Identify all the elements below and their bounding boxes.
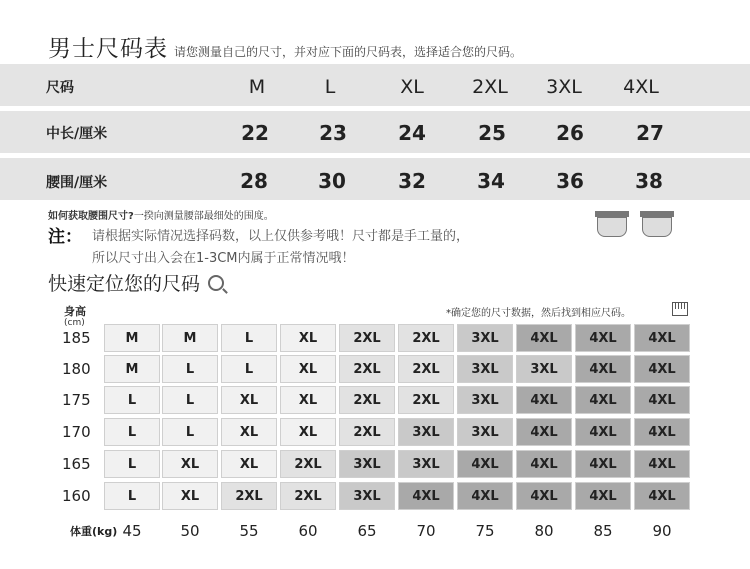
size-grid-cell: L (221, 324, 277, 352)
weight-axis-value: 50 (180, 522, 200, 540)
size-cell: M (248, 76, 266, 98)
size-grid-cell: 4XL (634, 450, 690, 478)
waist-row (0, 158, 750, 200)
length-cell: 24 (398, 121, 426, 145)
weight-axis-value: 80 (534, 522, 554, 540)
size-grid-cell: 2XL (339, 355, 395, 383)
length-cell: 27 (636, 121, 664, 145)
weight-axis-value: 70 (416, 522, 436, 540)
size-grid-cell: 3XL (457, 324, 513, 352)
size-grid-cell: L (104, 482, 160, 510)
size-grid-cell: M (162, 324, 218, 352)
weight-axis-value: 85 (593, 522, 613, 540)
size-grid-cell: L (162, 355, 218, 383)
size-grid-cell: 3XL (457, 386, 513, 414)
weight-axis-value: 60 (298, 522, 318, 540)
size-grid-cell: 2XL (398, 386, 454, 414)
size-grid-cell: 3XL (457, 418, 513, 446)
size-grid-cell: 4XL (634, 355, 690, 383)
quick-size-tip: *确定您的尺寸数据，然后找到相应尺码。 (446, 308, 631, 319)
size-grid-cell: 4XL (516, 482, 572, 510)
height-axis-unit: (cm) (64, 318, 85, 328)
size-grid-cell: 3XL (398, 418, 454, 446)
size-grid-cell: XL (280, 324, 336, 352)
size-grid-cell: 4XL (516, 386, 572, 414)
size-grid-cell: 2XL (339, 418, 395, 446)
weight-axis-value: 45 (122, 522, 142, 540)
size-cell: XL (400, 76, 424, 98)
page-title: 男士尺码表 (48, 36, 168, 62)
waist-howto (48, 207, 274, 222)
size-grid-cell: XL (221, 418, 277, 446)
size-row-label: 尺码 (46, 80, 74, 96)
size-cell: L (324, 76, 336, 98)
height-row-label: 170 (62, 423, 91, 441)
length-cell: 25 (478, 121, 506, 145)
height-axis-label: 身高 (64, 305, 86, 318)
length-cell: 22 (241, 121, 269, 145)
length-cell: 26 (556, 121, 584, 145)
page-header (48, 30, 522, 63)
quick-size-title (48, 269, 224, 296)
weight-axis-value: 65 (357, 522, 377, 540)
size-grid-cell: 2XL (280, 450, 336, 478)
size-cell: 2XL (472, 76, 508, 98)
size-grid-cell: 3XL (457, 355, 513, 383)
briefs-front-icon (595, 207, 629, 237)
weight-axis-label: 体重(kg) (70, 525, 118, 538)
size-grid-cell: XL (280, 355, 336, 383)
size-grid-cell: XL (162, 482, 218, 510)
quick-size-title-text: 快速定位您的尺码 (48, 273, 201, 295)
size-grid-cell: 4XL (575, 418, 631, 446)
height-row-label: 160 (62, 487, 91, 505)
size-grid-cell: 4XL (457, 482, 513, 510)
waist-row-label: 腰围/厘米 (46, 175, 108, 191)
size-grid-cell: 4XL (575, 324, 631, 352)
waist-cell: 38 (635, 169, 663, 193)
waist-cell: 28 (240, 169, 268, 193)
height-row-label: 175 (62, 391, 91, 409)
size-grid-cell: 3XL (398, 450, 454, 478)
length-cell: 23 (319, 121, 347, 145)
howto-question: 如何获取腰围尺寸? (48, 211, 134, 222)
search-icon (208, 275, 224, 291)
size-grid-cell: 2XL (339, 324, 395, 352)
size-grid-cell: 3XL (339, 450, 395, 478)
howto-answer: 一揆向测量腰部最细处的围度。 (133, 211, 274, 222)
size-grid-cell: 4XL (457, 450, 513, 478)
height-row-label: 180 (62, 360, 91, 378)
size-grid-cell: 4XL (516, 324, 572, 352)
weight-axis-value: 75 (475, 522, 495, 540)
size-grid-cell: L (162, 386, 218, 414)
size-grid-cell: L (104, 450, 160, 478)
size-grid-cell: XL (280, 386, 336, 414)
size-grid-cell: 4XL (634, 386, 690, 414)
size-grid-cell: M (104, 324, 160, 352)
size-grid-cell: L (104, 386, 160, 414)
size-grid-cell: M (104, 355, 160, 383)
page-subtitle: 请您测量自己的尺寸，并对应下面的尺码表，选择适合您的尺码。 (174, 45, 523, 59)
size-grid-cell: 2XL (398, 355, 454, 383)
size-grid-cell: 4XL (634, 482, 690, 510)
ruler-icon (672, 302, 688, 316)
size-grid-cell: 4XL (634, 418, 690, 446)
size-grid-cell: 4XL (575, 355, 631, 383)
size-grid-cell: 4XL (575, 482, 631, 510)
note-line-2: 所以尺寸出入会在1-3CM内属于正常情况哦！ (92, 251, 355, 266)
size-grid-cell: L (221, 355, 277, 383)
height-row-label: 185 (62, 329, 91, 347)
note-line-1: 请根据实际情况选择码数，以上仅供参考哦！尺寸都是手工量的， (92, 229, 470, 244)
size-grid-cell: 4XL (516, 450, 572, 478)
weight-axis-value: 90 (652, 522, 672, 540)
length-row (0, 111, 750, 153)
size-grid-cell: 4XL (516, 418, 572, 446)
weight-axis-value: 55 (239, 522, 259, 540)
size-grid-cell: 4XL (575, 386, 631, 414)
size-grid-cell: XL (162, 450, 218, 478)
waist-cell: 34 (477, 169, 505, 193)
size-grid-cell: L (104, 418, 160, 446)
size-grid-cell: XL (221, 386, 277, 414)
size-grid-cell: 2XL (398, 324, 454, 352)
size-row (0, 64, 750, 106)
waist-cell: 32 (398, 169, 426, 193)
waist-cell: 36 (556, 169, 584, 193)
height-row-label: 165 (62, 455, 91, 473)
note-key: 注： (48, 227, 82, 247)
size-grid-cell: 2XL (280, 482, 336, 510)
length-row-label: 中长/厘米 (46, 126, 108, 142)
size-grid-cell: 3XL (339, 482, 395, 510)
size-grid-cell: 4XL (575, 450, 631, 478)
waist-cell: 30 (318, 169, 346, 193)
size-grid-cell: 2XL (339, 386, 395, 414)
size-grid-cell: L (162, 418, 218, 446)
size-grid-cell: 3XL (516, 355, 572, 383)
size-grid-cell: 2XL (221, 482, 277, 510)
size-cell: 3XL (546, 76, 582, 98)
size-grid-cell: XL (280, 418, 336, 446)
size-grid-cell: 4XL (634, 324, 690, 352)
briefs-back-icon (640, 207, 674, 237)
size-grid-cell: XL (221, 450, 277, 478)
size-cell: 4XL (623, 76, 659, 98)
size-grid-cell: 4XL (398, 482, 454, 510)
